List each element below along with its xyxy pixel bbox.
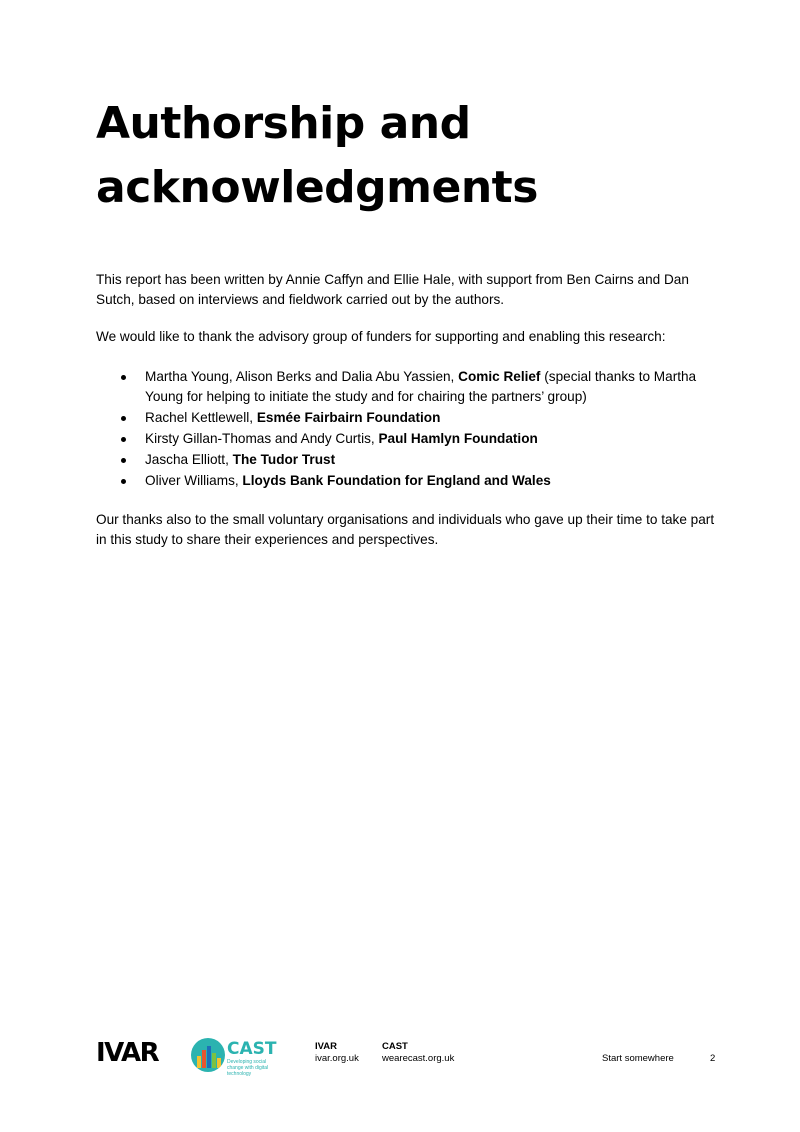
footer-cast-contact xyxy=(382,1041,454,1065)
funder-organisation: Comic Relief xyxy=(458,369,541,384)
page-footer xyxy=(0,1034,800,1084)
page-title-line-2: acknowledgments xyxy=(96,162,538,213)
cast-emblem-icon xyxy=(191,1038,225,1072)
bullet-icon xyxy=(121,458,126,463)
ivar-logo: IVAR xyxy=(96,1038,159,1068)
funder-list-item xyxy=(96,429,716,449)
cast-logo-tagline: Developing social change with digital technology xyxy=(227,1059,269,1077)
funder-note: (special thanks to Martha Young for helping to initiate the study and for chairing the partners’ group) xyxy=(145,369,697,404)
bullet-icon xyxy=(121,437,126,442)
footer-ivar-contact xyxy=(315,1041,359,1065)
authorship-paragraph: This report has been written by Annie Caffyn and Ellie Hale, with support from Ben Cairns and Dan Sutch, based on interviews and fieldwork carried out by the authors. xyxy=(96,272,689,307)
cast-logo xyxy=(191,1038,281,1077)
funder-people: Martha Young, Alison Berks and Dalia Abu Yassien, xyxy=(145,369,459,384)
funders-list xyxy=(96,367,716,492)
cast-logo-wordmark: CAST xyxy=(227,1039,277,1059)
bullet-icon xyxy=(121,416,126,421)
funder-organisation: Lloyds Bank Foundation for England and Wales xyxy=(242,473,551,488)
funder-list-item xyxy=(96,367,716,407)
funder-list-item xyxy=(96,408,716,428)
footer-ivar-url[interactable]: ivar.org.uk xyxy=(315,1053,359,1064)
closing-paragraph: Our thanks also to the small voluntary organisations and individuals who gave up their time to take part in this study to share their experiences and perspectives. xyxy=(96,512,715,547)
funder-list-item xyxy=(96,471,716,491)
footer-cast-url[interactable]: wearecast.org.uk xyxy=(382,1053,455,1064)
page-title xyxy=(96,92,716,220)
page-title-line-1: Authorship and xyxy=(96,98,471,149)
funder-people: Oliver Williams, xyxy=(145,473,243,488)
bullet-icon xyxy=(121,375,126,380)
funder-people: Kirsty Gillan-Thomas and Andy Curtis, xyxy=(145,431,379,446)
thanks-intro-paragraph: We would like to thank the advisory group of funders for supporting and enabling this research: xyxy=(96,329,666,344)
footer-tagline: Start somewhere xyxy=(602,1053,674,1064)
funder-people: Rachel Kettlewell, xyxy=(145,410,257,425)
bullet-icon xyxy=(121,479,126,484)
page-number: 2 xyxy=(710,1053,716,1064)
funder-organisation: The Tudor Trust xyxy=(232,452,336,467)
footer-ivar-label: IVAR xyxy=(315,1041,337,1052)
funder-organisation: Esmée Fairbairn Foundation xyxy=(256,410,441,425)
funder-people: Jascha Elliott, xyxy=(145,452,233,467)
footer-cast-label: CAST xyxy=(382,1041,408,1052)
funder-organisation: Paul Hamlyn Foundation xyxy=(378,431,538,446)
funder-list-item xyxy=(96,450,716,470)
